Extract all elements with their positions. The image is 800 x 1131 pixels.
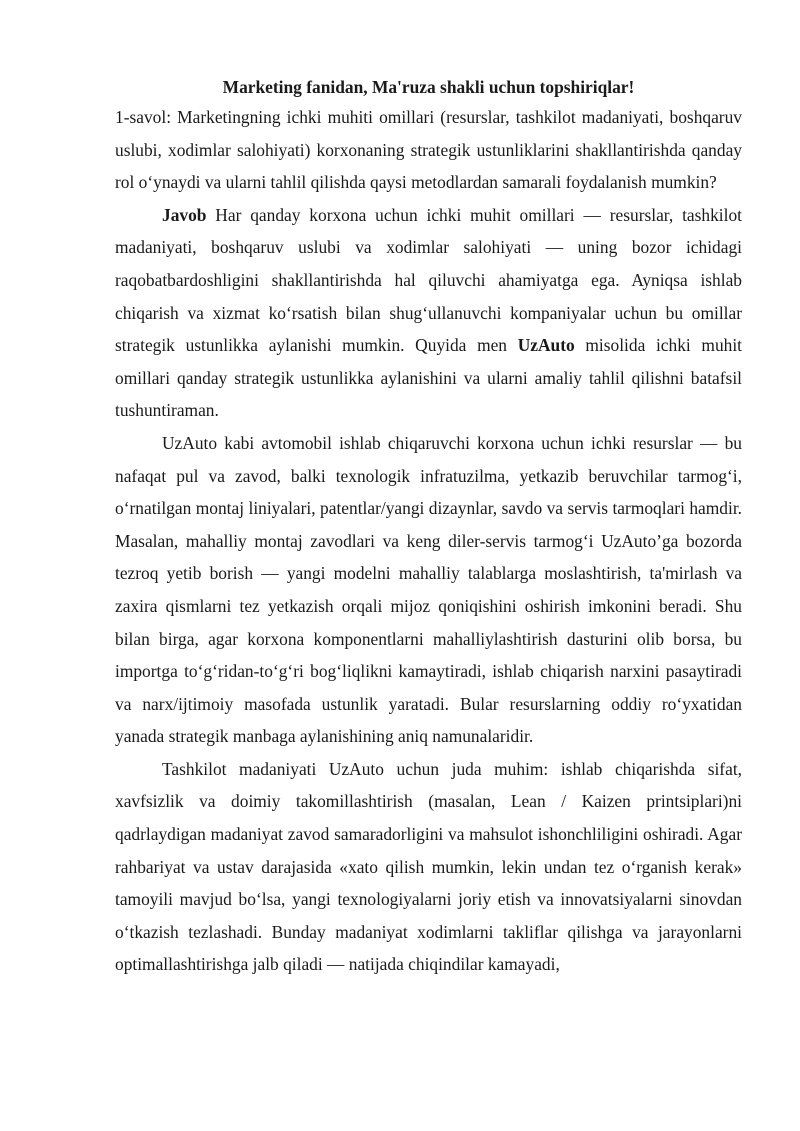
document-page	[115, 74, 742, 981]
answer-intro-text-1: Har qanday korxona uchun ichki muhit omillari — resurslar, tashkilot madaniyati, boshqaruv uslubi va xodimlar salohiyati — uning bozor ichidagi raqobatbardoshligini shakllantirishda hal qiluvchi ahamiyatga ega. Ayniqsa ishlab chiqarish va xizmat ko‘rsatish bilan shug‘ullanuvchi kompaniyalar uchun bu omillar strategik ustunlikka aylanishi mumkin. Quyida men	[115, 204, 742, 356]
answer-label: Javob	[162, 204, 207, 225]
culture-paragraph: Tashkilot madaniyati UzAuto uchun juda muhim: ishlab chiqarishda sifat, xavfsizlik va doimiy takomillashtirish (masalan, Lean / Kaizen printsiplari)ni qadrlaydigan madaniyat zavod samaradorligini va mahsulot ishonchliligini oshiradi. Agar rahbariyat va ustav darajasida «xato qilish mumkin, lekin undan tez o‘rganish kerak» tamoyili mavjud bo‘lsa, yangi texnologiyalarni joriy etish va innovatsiyalarni sinovdan o‘tkazish tezlashadi. Bunday madaniyat xodimlarni takliflar qilishga va jarayonlarni optimallashtirishga jalb qiladi — natijada chiqindilar kamayadi,	[115, 758, 742, 975]
company-name: UzAuto	[517, 335, 575, 356]
resources-paragraph: UzAuto kabi avtomobil ishlab chiqaruvchi korxona uchun ichki resurslar — bu nafaqat pul va zavod, balki texnologik infratuzilma, yetkazib beruvchilar tarmog‘i, o‘rnatilgan montaj liniyalari, patentlar/yangi dizaynlar, savdo va servis tarmoqlari hamdir. Masalan, mahalliy montaj zavodlari va keng diler-servis tarmog‘i UzAuto’ga bozorda tezroq yetib borish — yangi modelni mahalliy talablarga moslashtirish, ta'mirlash va zaxira qismlarni tez yetkazish orqali mijoz qoniqishini oshirish imkonini beradi. Shu bilan birga, agar korxona komponentlarni mahalliylashtirish dasturini olib borsa, bu importga to‘g‘ridan-to‘g‘ri bog‘liqlikni kamaytiradi, ishlab chiqarish narxini pasaytiradi va narx/ijtimoiy masofada ustunlik yaratadi. Bular resurslarning oddiy ro‘yxatidan yanada strategik manbaga aylanishining aniq namunalaridir.	[115, 432, 742, 747]
answer-intro-text-2: misolida ichki muhit omillari qanday strategik ustunlikka aylanishini va ularni amaliy tahlil qilishni batafsil tushuntiraman.	[115, 335, 743, 421]
document-title: Marketing fanidan, Ma'ruza shakli uchun topshiriqlar!	[222, 77, 635, 97]
question-paragraph: 1-savol: Marketingning ichki muhiti omillari (resurslar, tashkilot madaniyati, boshqaruv uslubi, xodimlar salohiyati) korxonaning strategik ustunliklarini shakllantirishda qanday rol o‘ynaydi va ularni tahlil qilishda qaysi metodlardan samarali foydalanish mumkin?	[115, 107, 742, 193]
answer-intro-paragraph	[115, 199, 742, 427]
